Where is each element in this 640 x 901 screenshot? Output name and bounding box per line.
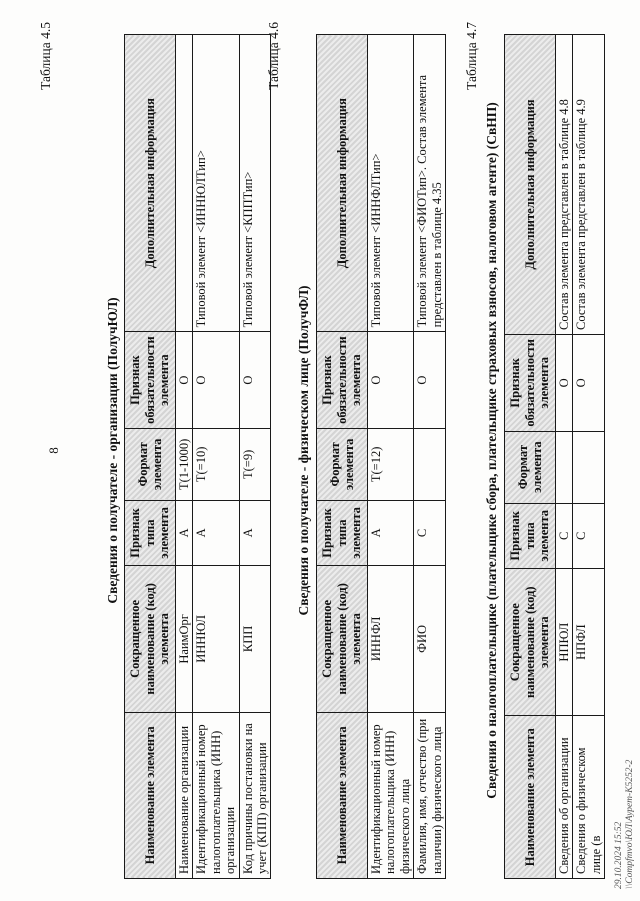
- table-4-7-caption: Сведения о налогоплательщике (плательщике сбора, плательщике страховых взносов, налоговом агенте) (СвНП): [484, 102, 499, 799]
- file-path: \\Compfmvo\ЮЛ\Аурет-К5252-2: [625, 759, 636, 889]
- element-format: T(1-1000): [176, 428, 193, 500]
- element-required: О: [556, 335, 573, 432]
- header-cell: Формат элемента: [125, 428, 176, 500]
- header-cell: Признак типа элемента: [317, 500, 368, 565]
- element-info: Состав элемента представлен в таблице 4.9: [573, 35, 605, 335]
- table-row: [368, 35, 414, 879]
- element-type: С: [414, 500, 446, 565]
- table-4-6-caption: Сведения о получателе - физическом лице (ПолучФЛ): [296, 285, 311, 616]
- element-name: Сведения об организации: [556, 716, 573, 879]
- element-code: ИННЮЛ: [193, 565, 239, 712]
- element-name: Фамилия, имя, отчество (при наличии) физического лица: [414, 712, 446, 878]
- element-required: О: [176, 332, 193, 429]
- header-cell: Признак типа элемента: [125, 500, 176, 565]
- element-info: Типовой элемент <ФИОТип>. Состав элемента представлен в таблице 4.35: [414, 35, 446, 332]
- header-cell: Сокращенное наименование (код) элемента: [317, 565, 368, 712]
- header-cell: Сокращенное наименование (код) элемента: [125, 565, 176, 712]
- element-name: Идентификационный номер налогоплательщика (ИНН) организации: [193, 712, 239, 878]
- element-info: Типовой элемент <ИННЮЛТип>: [193, 35, 239, 332]
- element-format: T(=9): [239, 428, 271, 500]
- element-info: Типовой элемент <ИННФЛТип>: [368, 35, 414, 332]
- table-header-row: [505, 35, 556, 879]
- header-cell: Формат элемента: [505, 431, 556, 503]
- element-name: Код причины постановки на учет (КПП) организации: [239, 712, 271, 878]
- element-code: ФИО: [414, 565, 446, 712]
- element-info: Состав элемента представлен в таблице 4.8: [556, 35, 573, 335]
- header-cell: Признак обязательности элемента: [317, 332, 368, 429]
- element-required: О: [239, 332, 271, 429]
- element-type: С: [573, 503, 605, 568]
- element-code: НПФЛ: [573, 568, 605, 716]
- table-row: [239, 35, 271, 879]
- page-number: 8: [46, 447, 61, 454]
- element-type: А: [176, 500, 193, 565]
- element-format: [573, 431, 605, 503]
- element-name: Идентификационный номер налогоплательщика (ИНН) физического лица: [368, 712, 414, 878]
- table-4-7: [504, 34, 605, 879]
- header-cell: Формат элемента: [317, 428, 368, 500]
- element-name: Наименование организации: [176, 712, 193, 878]
- print-stamp: [614, 760, 637, 889]
- header-cell: Наименование элемента: [317, 712, 368, 878]
- table-row: [573, 35, 605, 879]
- print-timestamp: 29.10.2024 15:52: [614, 821, 624, 889]
- table-row: [414, 35, 446, 879]
- header-cell: Сокращенное наименование (код) элемента: [505, 568, 556, 716]
- element-type: А: [193, 500, 239, 565]
- header-cell: Дополнительная информация: [505, 35, 556, 335]
- table-row: [193, 35, 239, 879]
- element-code: НаимОрг: [176, 565, 193, 712]
- header-cell: Признак типа элемента: [505, 503, 556, 568]
- element-required: О: [573, 335, 605, 432]
- table-4-5-caption: Сведения о получателе - организации (ПолучЮЛ): [105, 297, 120, 604]
- element-required: О: [193, 332, 239, 429]
- element-code: НПЮЛ: [556, 568, 573, 716]
- table-header-row: [317, 35, 368, 879]
- header-cell: Признак обязательности элемента: [125, 332, 176, 429]
- element-format: T(=12): [368, 428, 414, 500]
- table-row: [176, 35, 193, 879]
- table-row: [556, 35, 573, 879]
- element-code: КПП: [239, 565, 271, 712]
- element-name: Сведения о физическом лице (в: [573, 716, 605, 879]
- element-code: ИННФЛ: [368, 565, 414, 712]
- header-cell: Дополнительная информация: [317, 35, 368, 332]
- header-cell: Дополнительная информация: [125, 35, 176, 332]
- table-4-6: [316, 34, 446, 879]
- element-format: [414, 428, 446, 500]
- table-4-5-label: Таблица 4.5: [38, 22, 53, 90]
- element-type: С: [556, 503, 573, 568]
- table-4-5: [124, 34, 271, 879]
- table-header-row: [125, 35, 176, 879]
- element-format: [556, 431, 573, 503]
- element-info: [176, 35, 193, 332]
- element-type: А: [239, 500, 271, 565]
- header-cell: Наименование элемента: [505, 716, 556, 879]
- element-type: А: [368, 500, 414, 565]
- element-required: О: [414, 332, 446, 429]
- header-cell: Признак обязательности элемента: [505, 335, 556, 432]
- table-4-7-label: Таблица 4.7: [464, 22, 479, 90]
- table-4-6-label: Таблица 4.6: [266, 22, 281, 90]
- element-required: О: [368, 332, 414, 429]
- element-info: Типовой элемент <КППТип>: [239, 35, 271, 332]
- header-cell: Наименование элемента: [125, 712, 176, 878]
- element-format: T(=10): [193, 428, 239, 500]
